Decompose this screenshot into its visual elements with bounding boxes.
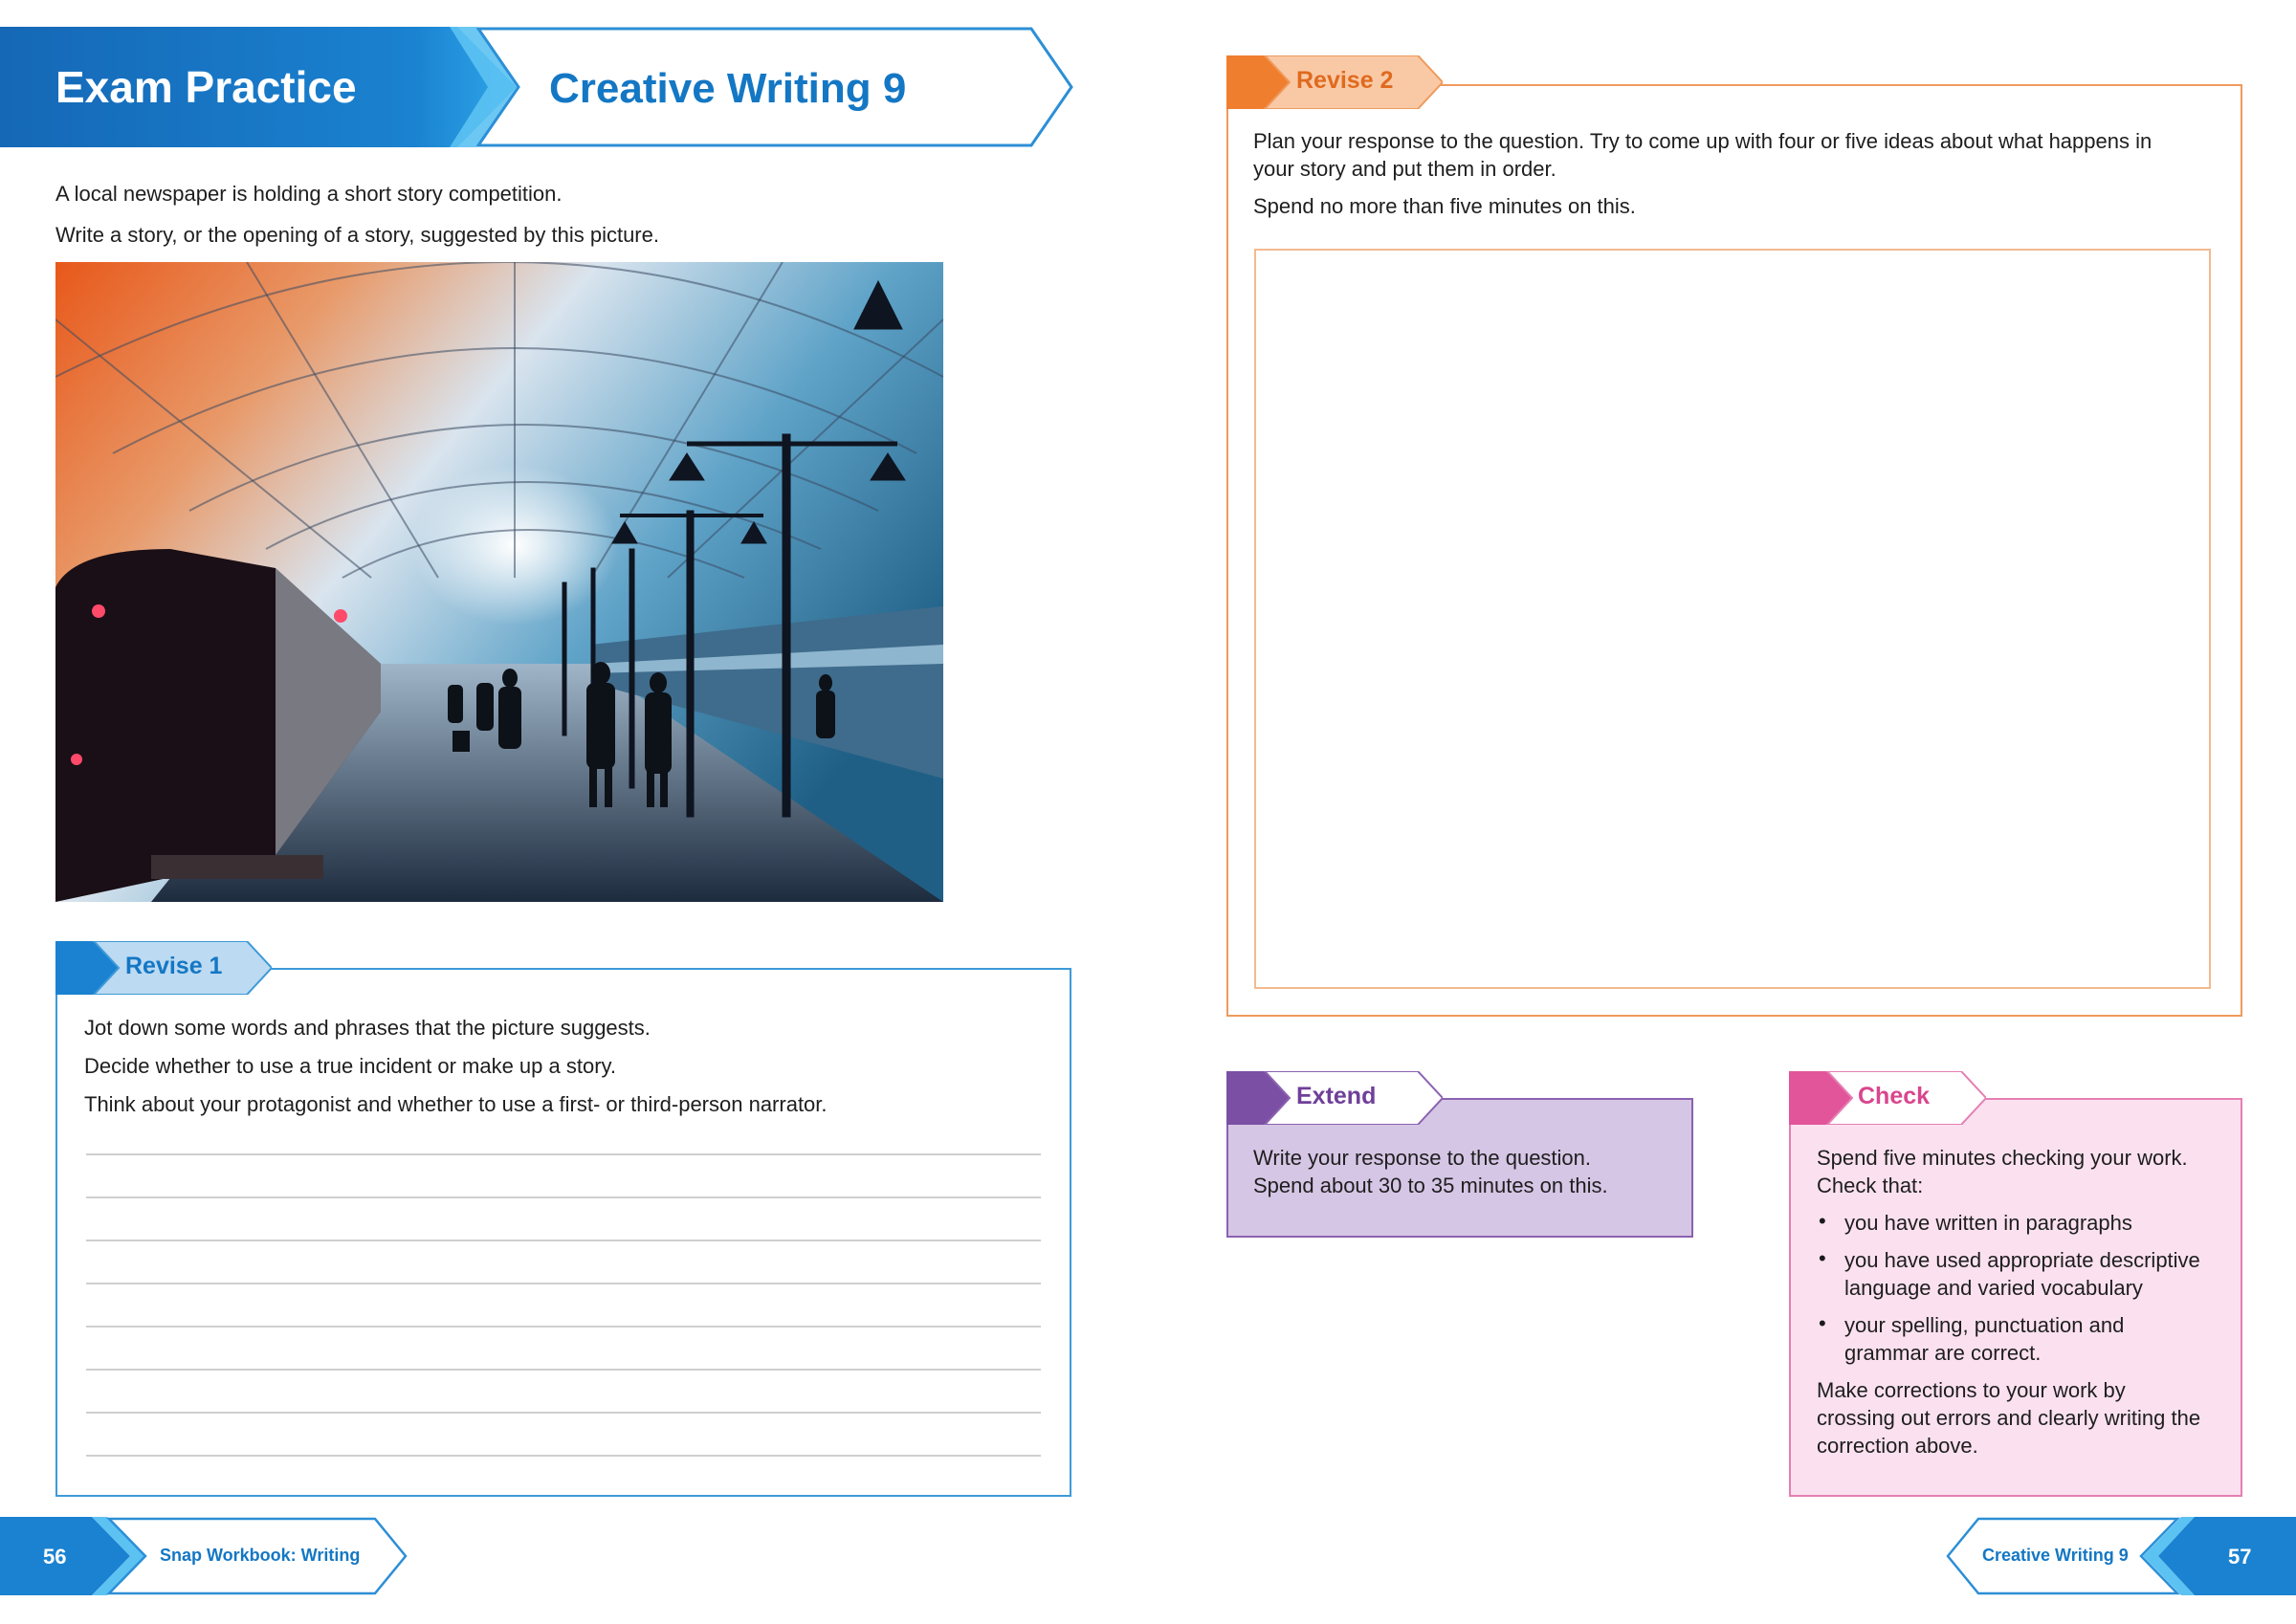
extend-line-1: Write your response to the question.	[1253, 1146, 1592, 1170]
check-item-3a: your spelling, punctuation and	[1844, 1313, 2125, 1337]
check-intro-1: Spend five minutes checking your work.	[1817, 1146, 2188, 1170]
check-item-1: you have written in paragraphs	[1844, 1211, 2132, 1235]
revise-1-line-2: Decide whether to use a true incident or make up a story.	[84, 1054, 616, 1078]
revise-2-line-2: Spend no more than five minutes on this.	[1253, 194, 1636, 218]
bullet-icon: •	[1819, 1209, 1826, 1233]
revise-2-line-1b: your story and put them in order.	[1253, 157, 1556, 181]
extend-label: Extend	[1296, 1083, 1377, 1109]
check-item-3b: grammar are correct.	[1844, 1341, 2042, 1365]
revise-2-label: Revise 2	[1296, 67, 1394, 94]
intro-line-2: Write a story, or the opening of a story, suggested by this picture.	[55, 223, 659, 247]
check-label: Check	[1858, 1083, 1931, 1109]
check-intro-2: Check that:	[1817, 1174, 1924, 1197]
bullet-icon: •	[1819, 1246, 1826, 1270]
page-number-left: 56	[43, 1545, 67, 1569]
bullet-icon: •	[1819, 1311, 1826, 1335]
section-title: Exam Practice	[55, 62, 357, 112]
page-number-right: 57	[2228, 1545, 2252, 1569]
footer-book-title: Snap Workbook: Writing	[160, 1546, 361, 1565]
intro-line-1: A local newspaper is holding a short story competition.	[55, 182, 563, 206]
footer-chapter-title: Creative Writing 9	[1982, 1546, 2129, 1565]
station-photo	[55, 262, 943, 902]
check-outro-3: correction above.	[1817, 1434, 1978, 1458]
revise-1-label: Revise 1	[125, 953, 223, 979]
revise-1-line-3: Think about your protagonist and whether to use a first- or third-person narrator.	[84, 1092, 828, 1116]
revise-1-box	[55, 968, 1071, 1497]
planning-area[interactable]	[1254, 249, 2211, 989]
check-outro-2: crossing out errors and clearly writing the	[1817, 1406, 2201, 1430]
revise-2-line-1a: Plan your response to the question. Try to come up with four or five ideas about what happens in	[1253, 129, 2152, 153]
check-item-2a: you have used appropriate descriptive	[1844, 1248, 2200, 1272]
check-outro-1: Make corrections to your work by	[1817, 1378, 2126, 1402]
check-item-2b: language and varied vocabulary	[1844, 1276, 2143, 1300]
extend-line-2: Spend about 30 to 35 minutes on this.	[1253, 1174, 1608, 1197]
revise-1-line-1: Jot down some words and phrases that the picture suggests.	[84, 1016, 651, 1040]
page-title: Creative Writing 9	[549, 65, 907, 112]
